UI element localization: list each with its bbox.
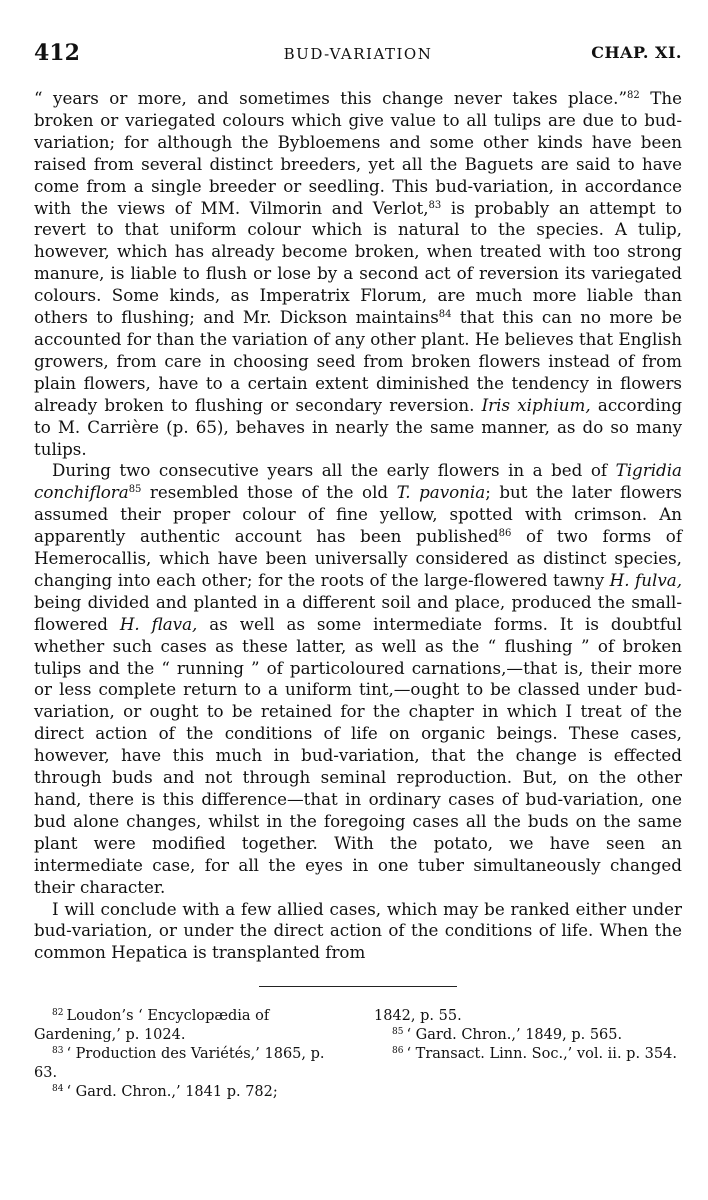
- footnote-number: 83: [52, 1046, 64, 1057]
- page-number: 412: [34, 40, 80, 66]
- footnote-82: [34, 1007, 352, 1045]
- footnote-number: 85: [392, 1027, 404, 1038]
- footnote-ref-84: 84: [438, 309, 452, 321]
- footnote-83: [34, 1045, 352, 1083]
- p1-text-a: “ years or more, and sometimes this change never takes place.”: [34, 88, 628, 108]
- running-title: BUD-VARIATION: [283, 45, 433, 63]
- p2-text-a: During two consecutive years all the early flowers in a bed of: [52, 460, 616, 481]
- footnote-number: 84: [52, 1084, 64, 1095]
- p1-text-e: according to M. Carrière (p. 65), behaves in nearly the same manner, as do so many tulips.: [34, 394, 682, 459]
- footnote-text: ‘ Transact. Linn. Soc.,’ vol. ii. p. 354.: [406, 1046, 677, 1063]
- footnote-ref-86: 86: [498, 528, 512, 540]
- footnote-ref-85: 85: [128, 484, 142, 496]
- footnote-86: [374, 1045, 684, 1064]
- footnote-number: 82: [52, 1008, 64, 1019]
- paragraph-1: [34, 88, 682, 460]
- footnote-text: ‘ Gard. Chron.,’ 1841 p. 782;: [66, 1084, 278, 1101]
- p2-text-f: as well as some intermediate forms. It is doubtful whether such cases as these latter, as well as the “ flushing ” of broken tulips and the “ running ” of particoloured carnations,—that is, their more or less complete return to a uniform tint,—ought to be classed under bud-variation, or ought to be retained for the chapter in which I treat of the direct action of the conditions of life on organic beings. These cases, however, have this much in bud-variation, that the change is effected through buds and not through seminal reproduction. But, on the other hand, there is this difference—that in ordinary cases of bud-variation, one bud alone changes, whilst in the foregoing cases all the buds on the same plant were modified together. With the potato, we have seen an intermediate case, for all the eyes in one tuber simultaneously changed their character.: [34, 613, 682, 897]
- p2-text-c: ; but the later flowers assumed their proper colour of fine yellow, spotted with crimson. An apparently authentic account has been published: [34, 482, 682, 547]
- footnotes-right-column: [374, 1007, 684, 1064]
- footnote-number: 86: [392, 1046, 404, 1057]
- p2-italic-tigridia: Tigridia conchiflora: [34, 460, 682, 503]
- p1-text-b: The broken or variegated colours which give value to all tulips are due to bud-variation; for although the Bybloemens and some other kinds have been raised from several distinct breeders, yet all the Baguets are said to have come from a single breeder or seedling. This bud-variation, in accordance with the views of MM. Vilmorin and Verlot,: [34, 88, 682, 218]
- paragraph-2: [34, 460, 682, 898]
- p2-italic-pavonia: T. pavonia: [396, 482, 486, 503]
- p2-italic-fulva: H. fulva,: [609, 569, 683, 590]
- page-header: [34, 40, 682, 68]
- footnote-text: ‘ Gard. Chron.,’ 1849, p. 565.: [406, 1027, 623, 1044]
- body-text: [34, 88, 682, 964]
- chapter-label: CHAP. XI.: [591, 43, 682, 62]
- paragraph-3: I will conclude with a few allied cases, which may be ranked either under bud-variation, or under the direct action of the conditions of life. When the common Hepatica is transplanted from: [34, 898, 682, 963]
- footnotes-left-column: [34, 1007, 352, 1102]
- p1-text-d: that this can no more be accounted for than the variation of any other plant. He believes that English growers, from care in choosing seed from broken flowers instead of from plain flowers, have to a certain extent diminished the tendency in flowers already broken to flushing or secondary reversion.: [34, 307, 682, 415]
- footnote-ref-82: 82: [627, 90, 640, 101]
- p1-text-c: is probably an attempt to revert to that uniform colour which is natural to the species. A tulip, however, which has already become broken, when treated with too strong manure, is liable to flush or lose by a second act of reversion its variegated colours. Some kinds, as Imperatrix Florum, are much more liable than others to flushing; and Mr. Dickson maintains: [34, 197, 683, 328]
- footnote-84: [34, 1083, 352, 1102]
- p1-italic-iris: Iris xiphium,: [481, 394, 591, 415]
- book-page: [34, 40, 683, 1101]
- footnote-text: Loudon’s ‘ Encyclopædia of Gardening,’ p. 1024.: [34, 1008, 270, 1044]
- footnote-divider: [259, 986, 457, 987]
- footnote-ref-83: 83: [428, 199, 442, 211]
- p2-text-e: being divided and planted in a different soil and place, produced the small-flowered: [34, 591, 682, 634]
- footnote-85: [374, 1026, 684, 1045]
- p2-text-d: of two forms of Hemerocallis, which have been universally considered as distinct species, changing into each other; for the roots of the large-flowered tawny: [34, 526, 682, 590]
- footnote-text: ‘ Production des Variétés,’ 1865, p. 63.: [34, 1046, 325, 1082]
- p2-text-b: resembled those of the old: [141, 482, 397, 503]
- footnote-84-continued: 1842, p. 55.: [374, 1008, 462, 1025]
- p2-italic-flava: H. flava,: [119, 613, 198, 634]
